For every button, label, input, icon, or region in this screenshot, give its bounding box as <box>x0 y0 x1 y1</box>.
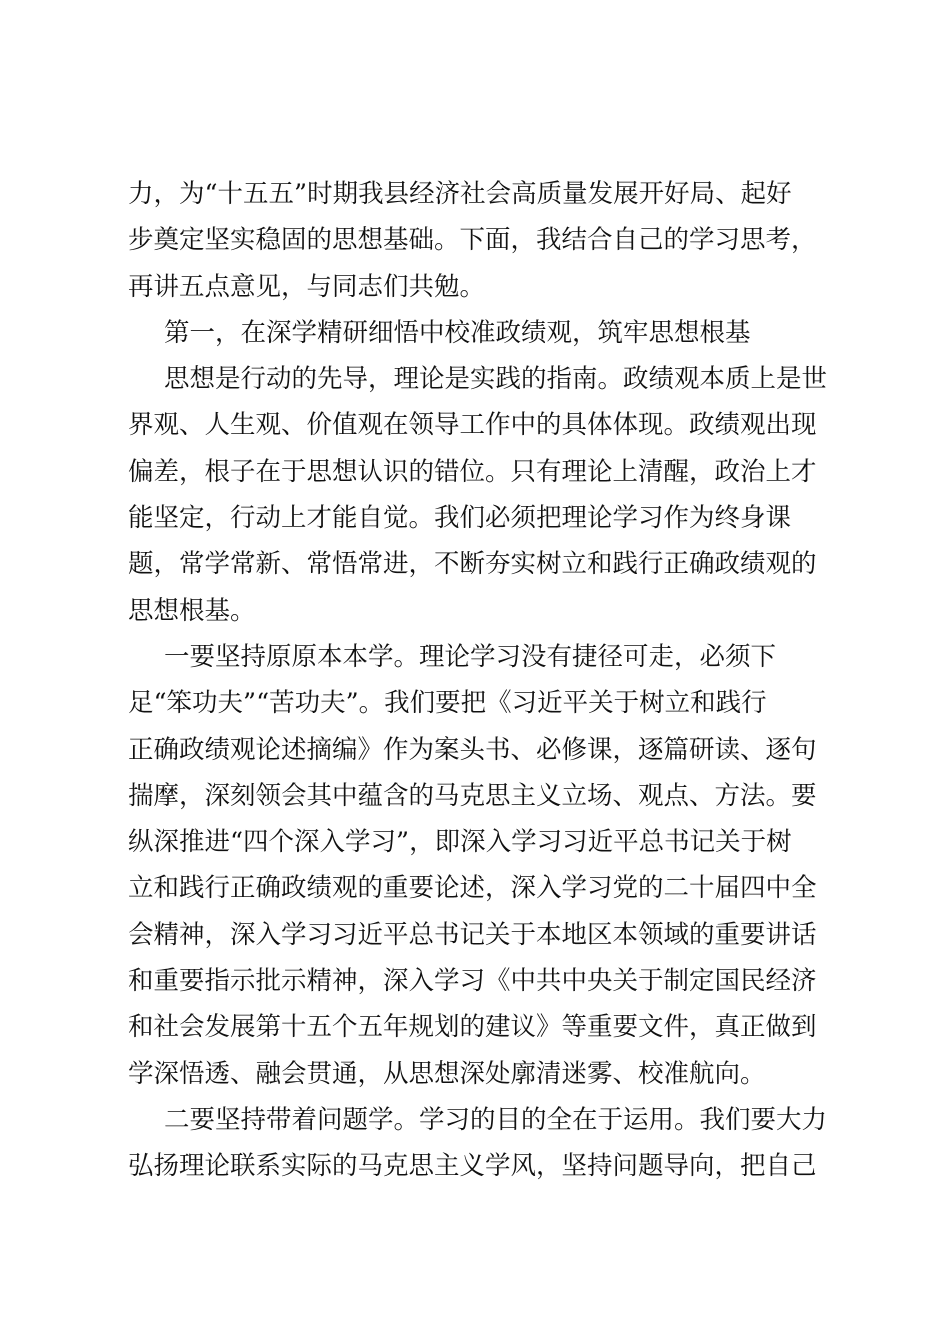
text-line: 力，为“十五五”时期我县经济社会高质量发展开好局、起好 <box>128 179 792 209</box>
section-heading: 第一，在深学精研细悟中校准政绩观，筑牢思想根基 <box>164 317 751 348</box>
document-body <box>128 171 828 1190</box>
text-line: 会精神，深入学习习近平总书记关于本地区本领域的重要讲话 <box>128 919 817 950</box>
text-line: 揣摩，深刻领会其中蕴含的马克思主义立场、观点、方法。要 <box>128 780 817 811</box>
text-line: 再讲五点意见，与同志们共勉。 <box>128 271 486 302</box>
text-line: 偏差，根子在于思想认识的错位。只有理论上清醒，政治上才 <box>128 456 817 487</box>
paragraph-first-line: 一要坚持原原本本学。理论学习没有捷径可走，必须下 <box>164 641 777 672</box>
text-line: 弘扬理论联系实际的马克思主义学风，坚持问题导向，把自己 <box>128 1151 817 1182</box>
text-line: 纵深推进“四个深入学习”，即深入学习习近平总书记关于树 <box>128 827 792 858</box>
text-line: 步奠定坚实稳固的思想基础。下面，我结合自己的学习思考， <box>128 225 817 256</box>
text-line: 学深悟透、融会贯通，从思想深处廓清迷雾、校准航向。 <box>128 1058 766 1089</box>
text-line: 和重要指示批示精神，深入学习《中共中央关于制定国民经济 <box>128 966 817 997</box>
text-line: 题，常学常新、常悟常进，不断夯实树立和践行正确政绩观的 <box>128 549 817 580</box>
text-line: 足“笨功夫”“苦功夫”。我们要把《习近平关于树立和践行 <box>128 688 767 719</box>
text-line: 立和践行正确政绩观的重要论述，深入学习党的二十届四中全 <box>128 873 817 904</box>
text-line: 界观、人生观、价值观在领导工作中的具体体现。政绩观出现 <box>128 410 817 441</box>
text-line: 正确政绩观论述摘编》作为案头书、必修课，逐篇研读、逐句 <box>128 734 817 765</box>
text-line: 思想根基。 <box>128 595 256 626</box>
text-line: 能坚定，行动上才能自觉。我们必须把理论学习作为终身课 <box>128 503 792 534</box>
paragraph-first-line: 二要坚持带着问题学。学习的目的全在于运用。我们要大力 <box>164 1104 828 1135</box>
paragraph-first-line: 思想是行动的先导，理论是实践的指南。政绩观本质上是世 <box>164 364 828 395</box>
text-line: 和社会发展第十五个五年规划的建议》等重要文件，真正做到 <box>128 1012 817 1043</box>
